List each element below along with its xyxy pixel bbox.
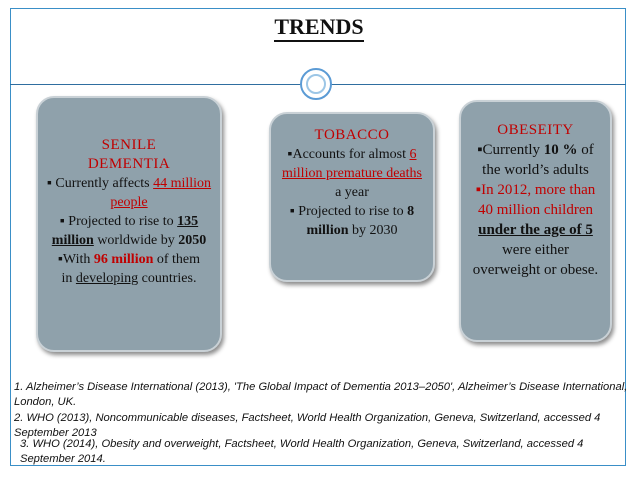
dementia-bullet-1: ▪ Currently affects 44 million people bbox=[46, 176, 212, 210]
slide-title: TRENDS bbox=[0, 14, 638, 40]
dementia-heading: SENILE DEMENTIA bbox=[87, 137, 171, 172]
reference-1: 1. Alzheimer’s Disease International (2013), 'The Global Impact of Dementia 2013–2050', Alzheimer’s Disease International, London, UK. bbox=[14, 381, 628, 408]
obesity-card bbox=[459, 100, 612, 342]
reference-2: 2. WHO (2013), Noncommunicable diseases, Factsheet, World Health Organization, Geneva, Switzerland, accessed 4 September 2013 bbox=[14, 412, 601, 439]
tobacco-bullet-1: ▪Accounts for almost 6 million premature deaths a year bbox=[282, 147, 422, 200]
tobacco-bullet-2: ▪ Projected to rise to 8 million by 2030 bbox=[289, 204, 415, 238]
tobacco-heading: TOBACCO bbox=[314, 127, 390, 143]
reference-3: 3. WHO (2014), Obesity and overweight, Factsheet, World Health Organization, Geneva, Switzerland, accessed 4 September 2014. bbox=[20, 438, 584, 465]
obesity-heading: OBESEITY bbox=[497, 122, 574, 138]
dementia-bullet-2: ▪ Projected to rise to 135 million worldwide by 2050 bbox=[51, 214, 207, 248]
obesity-bullet-1: ▪Currently 10 % of the world’s adults bbox=[477, 142, 594, 178]
tobacco-card bbox=[269, 112, 435, 282]
dementia-bullet-3: ▪With 96 million of them in developing countries. bbox=[57, 252, 201, 286]
obesity-bullet-2: ▪In 2012, more than 40 million children under the age of 5 were either overweight or obese. bbox=[472, 182, 599, 278]
dementia-card bbox=[36, 96, 222, 352]
divider-ring-icon bbox=[300, 68, 332, 100]
